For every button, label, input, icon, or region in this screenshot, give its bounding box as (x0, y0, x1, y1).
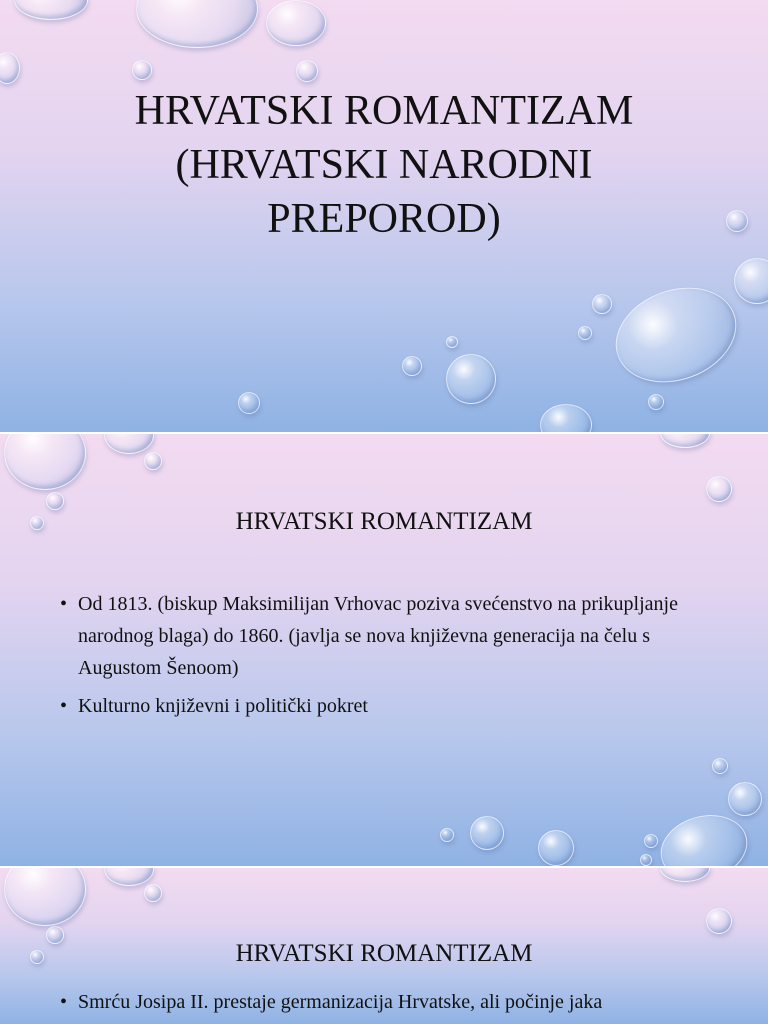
list-item (60, 690, 700, 722)
slide-heading: HRVATSKI ROMANTIZAM (235, 508, 533, 535)
bullet-dot: • (60, 695, 68, 717)
water-drop (540, 404, 592, 432)
title-line: (HRVATSKI NARODNI (175, 142, 593, 188)
water-drop (470, 816, 504, 850)
water-drop (132, 60, 152, 80)
water-drop (440, 828, 454, 842)
water-drop (104, 868, 154, 886)
water-drop (296, 60, 318, 82)
bullet-text: Kulturno književni i politički pokret (78, 695, 368, 717)
water-drop (648, 394, 664, 410)
water-drop (602, 272, 749, 399)
water-drop (402, 356, 422, 376)
water-drop (578, 326, 592, 340)
water-drop (4, 868, 86, 926)
water-drop (728, 782, 762, 816)
bullet-text: Od 1813. (biskup Maksimilijan Vrhovac poziva svećenstvo na prikupljanje narodnog blaga) do 1860. (javlja se nova književna generacija na čelu s Augustom Šenoom) (78, 593, 678, 679)
water-drop (726, 210, 748, 232)
water-drop (706, 476, 732, 502)
water-drop (660, 868, 710, 882)
water-drop (644, 834, 658, 848)
water-drop (266, 0, 326, 46)
list-item (60, 588, 700, 684)
water-drop (734, 258, 768, 304)
water-drop (136, 0, 258, 48)
bullet-list (60, 986, 700, 1024)
water-drop (706, 908, 732, 934)
water-drop (0, 52, 20, 84)
water-drop (14, 0, 88, 20)
title-slide (0, 0, 768, 432)
water-drop (592, 294, 612, 314)
bullet-list (60, 588, 700, 728)
bullet-dot: • (60, 593, 68, 615)
slide-title (60, 84, 708, 246)
water-drop (144, 884, 162, 902)
title-line: PREPOROD) (267, 196, 501, 242)
water-drop (660, 434, 710, 448)
water-drop (712, 758, 728, 774)
content-slide (0, 868, 768, 1024)
water-drop (640, 854, 652, 866)
list-item (60, 986, 700, 1018)
water-drop (4, 434, 86, 490)
water-drop (104, 434, 154, 454)
water-drop (538, 830, 574, 866)
water-drop (446, 354, 496, 404)
bullet-text: Smrću Josipa II. prestaje germanizacija Hrvatske, ali počinje jaka (78, 991, 603, 1013)
water-drop (238, 392, 260, 414)
water-drop (446, 336, 458, 348)
slide-heading: HRVATSKI ROMANTIZAM (235, 940, 533, 967)
water-drop (144, 452, 162, 470)
title-line: HRVATSKI ROMANTIZAM (134, 88, 634, 134)
bullet-dot: • (60, 991, 68, 1013)
content-slide (0, 434, 768, 866)
